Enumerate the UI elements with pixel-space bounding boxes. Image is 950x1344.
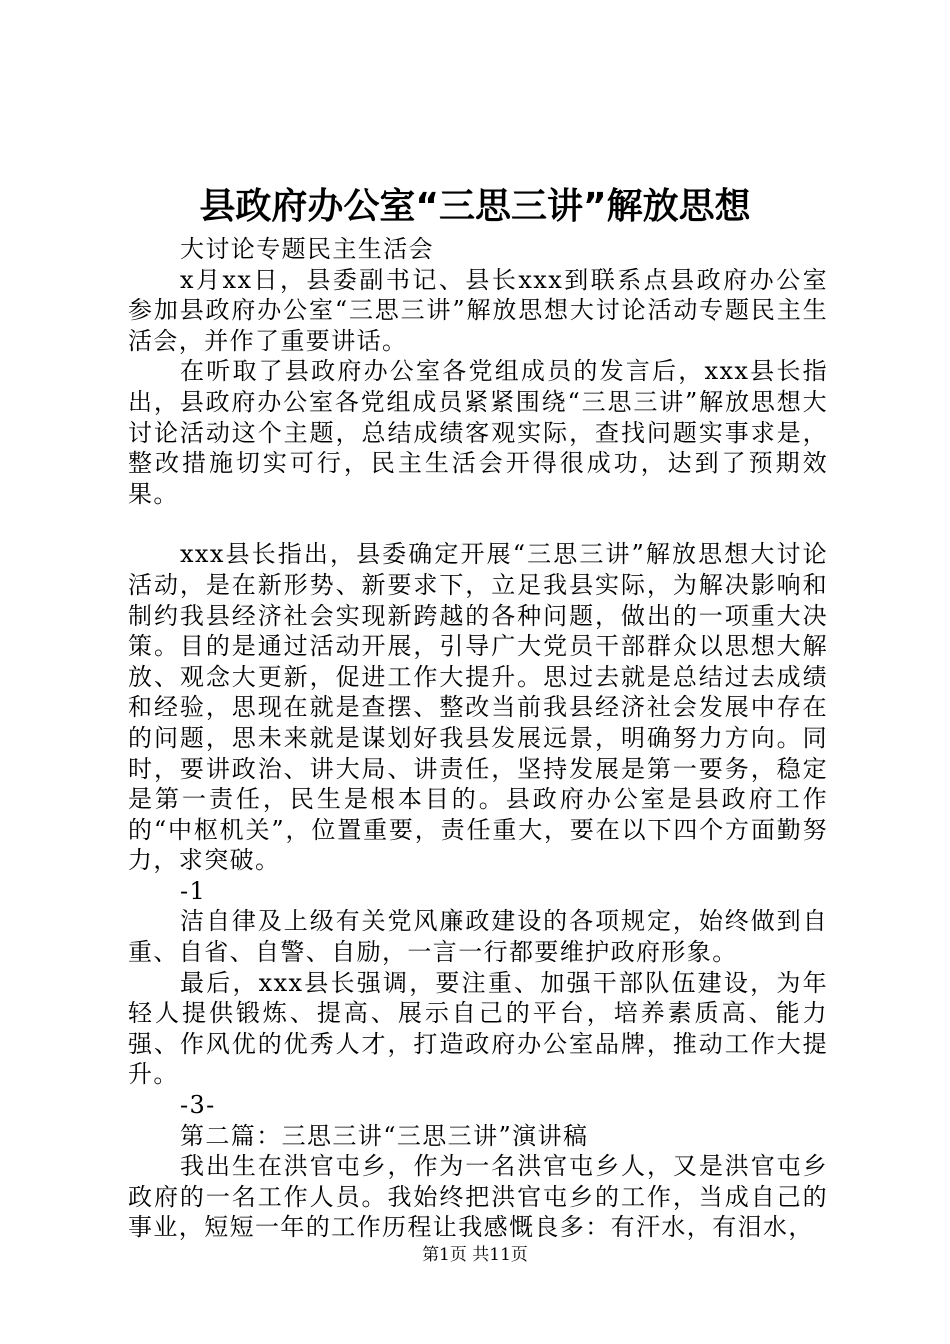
paragraph: 大讨论专题民主生活会	[180, 235, 434, 263]
page-marker: -3-	[180, 1091, 216, 1120]
paragraph: 最后，xxx县长强调，要注重、加强干部队伍建设，为年轻人提供锻炼、提高、展示自己的平台，培养素质高、能力强、作风优的优秀人才，打造政府办公室品牌，推动工作大提升。	[128, 968, 828, 1089]
paragraph: xxx县长指出，县委确定开展“三思三讲”解放思想大讨论活动，是在新形势、新要求下，立足我县实际，为解决影响和制约我县经济社会实现新跨越的各种问题，做出的一项重大决策。目的是通过活动开展，引导广大党员干部群众以思想大解放、观念大更新，促进工作大提升。思过去就是总结过去成绩和经验，思现在就是查摆、整改当前我县经济社会发展中存在的问题，思未来就是谋划好我县发展远景，明确努力方向。同时，要讲政治、讲大局、讲责任，坚持发展是第一要务，稳定是第一责任，民生是根本目的。县政府办公室是县政府工作的“中枢机关”，位置重要，责任重大，要在以下四个方面勤努力，求突破。	[128, 540, 828, 875]
paragraph: 洁自律及上级有关党风廉政建设的各项规定，始终做到自重、自省、自警、自励，一言一行都要维护政府形象。	[128, 907, 828, 967]
document-body	[128, 234, 828, 1243]
paragraph: 在听取了县政府办公室各党组成员的发言后，xxx县长指出，县政府办公室各党组成员紧紧围绕“三思三讲”解放思想大讨论活动这个主题，总结成绩客观实际，查找问题实事求是，整改措施切实可行，民主生活会开得很成功，达到了预期效果。	[128, 357, 828, 508]
document-title: 县政府办公室“三思三讲”解放思想	[199, 186, 751, 227]
section-heading: 第二篇：三思三讲“三思三讲”演讲稿	[180, 1121, 589, 1150]
page-marker: -1	[180, 876, 207, 905]
paragraph: x月xx日，县委副书记、县长xxx到联系点县政府办公室参加县政府办公室“三思三讲”解放思想大讨论活动专题民主生活会，并作了重要讲话。	[128, 265, 828, 355]
page-number-footer: 第1页 共11页	[422, 1245, 528, 1265]
paragraph: 我出生在洪官屯乡，作为一名洪官屯乡人，又是洪官屯乡政府的一名工作人员。我始终把洪官屯乡的工作，当成自己的事业，短短一年的工作历程让我感慨良多：有汗水，有泪水，	[128, 1152, 828, 1242]
